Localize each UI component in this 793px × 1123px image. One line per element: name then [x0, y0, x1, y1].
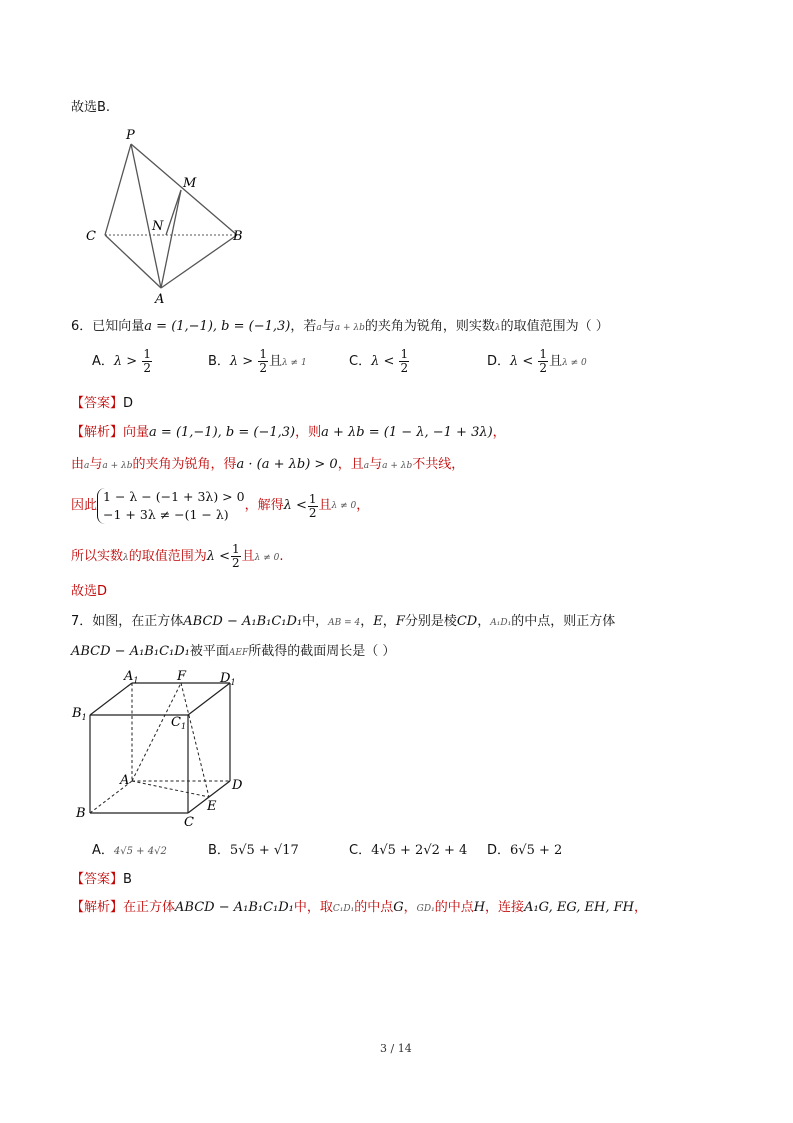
- q7-analysis-line1: [71, 899, 647, 918]
- q7-a1d1: A₁D₁: [490, 618, 512, 628]
- small-a: a: [84, 461, 90, 471]
- q6-stem-e: 的取值范围为（ ）: [500, 319, 609, 334]
- option-expr: 4√5 + 2√2 + 4: [371, 843, 468, 858]
- a7-c1d1: C₁D₁: [332, 904, 355, 914]
- q7-aef: AEF: [228, 648, 249, 658]
- q7-text: 的中点，则正方体: [511, 614, 616, 629]
- system-row-1: 1 − λ − (−1 + 3λ) > 0: [103, 489, 245, 504]
- q7-text: 7．如图，在正方体: [71, 614, 184, 629]
- fig2-label-d1: $D_1$: [220, 671, 236, 687]
- option-label: D．: [487, 354, 511, 369]
- fig1-label-b: B: [233, 229, 243, 244]
- a7-h: H: [473, 900, 486, 915]
- q7-answer: [71, 871, 132, 889]
- a7-text: 中，取: [293, 900, 333, 915]
- option-label: D．: [487, 843, 511, 858]
- q7-text: 中，: [302, 614, 329, 629]
- q7-option-c[interactable]: [349, 842, 467, 860]
- a7-gd1: GD₁: [416, 904, 435, 914]
- a6-cond: λ ≠ 0: [254, 553, 280, 563]
- q6-analysis-line2: [71, 456, 464, 475]
- a7-text: ，连接: [485, 900, 525, 915]
- page-number: 3 / 14: [380, 1042, 412, 1055]
- q7-option-a[interactable]: [92, 842, 167, 861]
- q6-vectors: a = (1,−1), b = (−1,3): [144, 319, 291, 334]
- conclusion-d: 故选D: [71, 584, 108, 599]
- option-label: C．: [349, 354, 372, 369]
- q6-stem: [71, 318, 609, 337]
- fig2-label-a1: $A_1$: [124, 669, 139, 685]
- q6-answer: [71, 395, 133, 413]
- fraction-half: $\frac{1}{2}$: [400, 347, 409, 375]
- q7-option-d[interactable]: [487, 842, 562, 860]
- answer-value: B: [123, 872, 132, 887]
- a6-text: 向量: [123, 425, 150, 440]
- inequality-system: [97, 488, 245, 524]
- analysis-label: 【解析】: [71, 425, 124, 440]
- system-row-2: −1 + 3λ ≠ −(1 − λ): [103, 507, 229, 522]
- a7-g: G: [393, 900, 404, 915]
- q6-stem-b: ，若: [290, 319, 317, 334]
- a6-text: ，且: [337, 457, 364, 472]
- fig2-label-a: A: [120, 773, 130, 788]
- small-a: a: [363, 461, 370, 471]
- q6-option-b[interactable]: [208, 348, 307, 375]
- q6-stem-d: 的夹角为锐角，则实数: [364, 319, 495, 334]
- a6-text: ，: [492, 425, 506, 440]
- fig2-label-d: D: [232, 778, 243, 793]
- a7-conn: A₁G, EG, EH, FH: [524, 900, 634, 915]
- fig2-label-c: C: [184, 815, 194, 830]
- tetrahedron-figure: [78, 122, 253, 307]
- option-expr: λ >: [113, 354, 138, 369]
- q7-text: 被平面: [189, 644, 229, 659]
- qie-text: 且: [241, 549, 255, 564]
- q6-small-lambda: λ: [494, 323, 501, 333]
- a6-expr: λ <: [206, 549, 231, 564]
- option-expr: λ >: [229, 354, 254, 369]
- a6-text: ，则: [295, 425, 322, 440]
- a6-cond: λ ≠ 0: [331, 501, 357, 511]
- a6-text: 因此: [71, 498, 98, 513]
- qie-text: 且: [268, 354, 282, 369]
- a7-text: ，: [633, 900, 647, 915]
- q7-option-b[interactable]: [208, 842, 299, 860]
- q6-analysis-line1: [71, 424, 506, 442]
- fig1-label-p: P: [126, 128, 135, 143]
- a6-text: .: [279, 549, 284, 564]
- a6-text: 与: [89, 457, 103, 472]
- fig1-label-m: M: [183, 176, 197, 191]
- qie-text: 且: [549, 354, 563, 369]
- small-apb: a + λb: [382, 461, 413, 471]
- a6-text: 不共线，: [412, 457, 465, 472]
- fraction-half: $\frac{1}{2}$: [539, 347, 548, 375]
- q7-text: ，: [360, 614, 374, 629]
- q6-small-a: a: [316, 323, 322, 333]
- fig2-label-b: B: [76, 806, 86, 821]
- q6-analysis-line4: [71, 543, 284, 570]
- a6-vectors: a = (1,−1), b = (−1,3): [149, 425, 296, 440]
- option-label: A．: [92, 354, 114, 369]
- a6-text: 由: [71, 457, 85, 472]
- conclusion-b: 故选B.: [71, 100, 111, 115]
- cube-figure: [68, 668, 253, 830]
- q7-text: ，: [382, 614, 396, 629]
- q6-option-c[interactable]: [349, 348, 410, 375]
- a6-expr: a · (a + λb) > 0: [236, 457, 338, 472]
- analysis-label: 【解析】: [71, 900, 124, 915]
- fraction-half: $\frac{1}{2}$: [232, 542, 240, 570]
- q7-text: ，: [477, 614, 491, 629]
- a7-text: ，: [403, 900, 417, 915]
- fraction-half: $\frac{1}{2}$: [143, 347, 151, 375]
- a6-expr: λ <: [283, 498, 307, 513]
- fig1-label-n: N: [152, 219, 164, 234]
- q6-option-a[interactable]: [92, 348, 153, 375]
- a6-text: 所以实数: [71, 549, 124, 564]
- answer-label: 【答案】: [71, 872, 124, 887]
- answer-value: D: [123, 396, 134, 411]
- cube-name: ABCD − A₁B₁C₁D₁: [71, 644, 190, 659]
- fig2-label-b1: $B_1$: [72, 706, 87, 722]
- fig1-label-c: C: [86, 229, 96, 244]
- option-expr: 4√5 + 4√2: [113, 846, 167, 857]
- q6-option-d[interactable]: [487, 348, 587, 375]
- fig2-label-c1: $C_1$: [171, 715, 187, 731]
- a6-expr: a + λb = (1 − λ, −1 + 3λ): [321, 425, 493, 440]
- a6-text: ，解得: [244, 498, 284, 513]
- q7-cd: CD: [456, 614, 478, 629]
- option-cond: λ ≠ 1: [281, 358, 307, 368]
- q7-e: E: [373, 614, 383, 629]
- q6-stem-c: 与: [321, 319, 335, 334]
- fraction-half: $\frac{1}{2}$: [259, 347, 267, 375]
- q7-stem-line2: [71, 643, 395, 662]
- a7-text: 的中点: [434, 900, 474, 915]
- q7-ab: AB = 4: [328, 618, 361, 628]
- q6-small-apb: a + λb: [334, 323, 365, 333]
- a7-text: 的中点: [354, 900, 394, 915]
- option-expr: 5√5 + √17: [229, 843, 299, 858]
- cube-name: ABCD − A₁B₁C₁D₁: [175, 900, 294, 915]
- q7-stem-line1: [71, 613, 615, 632]
- a6-text: ，: [356, 498, 370, 513]
- fig2-label-f: F: [177, 669, 187, 684]
- q7-f: F: [395, 614, 405, 629]
- small-apb: a + λb: [102, 461, 133, 471]
- a6-text: 的取值范围为: [128, 549, 207, 564]
- cube-name: ABCD − A₁B₁C₁D₁: [183, 614, 303, 629]
- option-label: B．: [208, 843, 230, 858]
- option-expr: 6√5 + 2: [510, 843, 563, 858]
- fraction-half: $\frac{1}{2}$: [308, 491, 317, 520]
- fig2-label-e: E: [207, 799, 217, 814]
- option-cond: λ ≠ 0: [562, 358, 587, 368]
- option-expr: λ <: [510, 354, 534, 369]
- option-label: B．: [208, 354, 230, 369]
- q7-text: 分别是棱: [404, 614, 457, 629]
- a6-text: 与: [369, 457, 383, 472]
- option-expr: λ <: [371, 354, 395, 369]
- small-lambda: λ: [123, 553, 129, 563]
- qie-text: 且: [318, 498, 332, 513]
- a6-text: 的夹角为锐角，得: [132, 457, 237, 472]
- q7-text: 所截得的截面周长是（ ）: [248, 644, 396, 659]
- a7-text: 在正方体: [123, 900, 176, 915]
- q6-stem-a: 6．已知向量: [71, 319, 145, 334]
- option-label: A．: [92, 843, 114, 858]
- fig1-label-a: A: [155, 292, 165, 307]
- answer-label: 【答案】: [71, 396, 124, 411]
- q6-analysis-line3: [71, 488, 369, 524]
- option-label: C．: [349, 843, 372, 858]
